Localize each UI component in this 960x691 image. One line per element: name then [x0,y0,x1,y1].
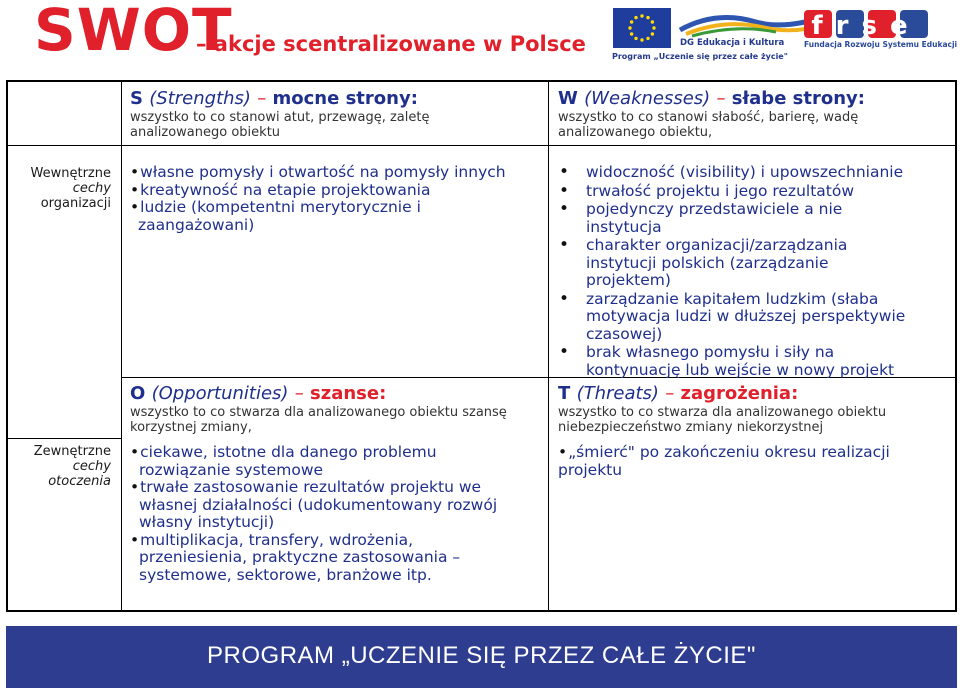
footer-text: PROGRAM „UCZENIE SIĘ PRZEZ CAŁE ŻYCIE" [207,642,756,669]
list-item: • widoczność (visibility) i upowszechnianie [556,164,946,182]
weaknesses-label: słabe strony: [731,88,865,109]
list-item: •kreatywność na etapie projektowania [130,180,431,199]
eu-star-icon [651,32,654,35]
eu-star-icon [651,20,654,23]
weaknesses-description: wszystko to co stanowi słabość, barierę, wadę analizowanego obiektu, [558,110,859,140]
list-item-text: kreatywność na etapie projektowania [140,180,431,199]
opportunities-term: (Opportunities) [151,383,289,404]
threats-dash: – [665,383,675,404]
strengths-header [130,88,535,140]
weaknesses-list [556,164,946,380]
eu-star-icon [652,26,655,29]
list-item: •ludzie (kompetentni merytorycznie i zaangażowani) [130,198,421,234]
threats-letter: T [558,383,571,404]
weaknesses-header [558,88,950,140]
opportunities-dash: – [294,383,304,404]
eu-star-icon [634,37,637,40]
list-item-text: własne pomysły i otwartość na pomysły innych [140,163,506,181]
row-label-line: Wewnętrzne [30,166,111,181]
list-item: •ciekawe, istotne dla danego problemu rozwiązanie systemowe [130,443,437,479]
list-item: • pojedynczy przedstawiciele a nie instytucja [556,201,886,236]
eu-star-icon [630,32,633,35]
slide-title: SWOT [34,0,233,64]
weaknesses-dash: – [716,88,726,109]
threats-list [558,444,938,479]
list-item-text: trwałe zastosowanie rezultatów projektu we własnej działalności (udokumentowany rozwój własny instytucji) [139,478,498,531]
row-label-internal [10,166,111,211]
frse-logo-subtitle: Fundacja Rozwoju Systemu Edukacji [804,40,958,49]
eu-star-icon [640,38,643,41]
list-item-text: ciekawe, istotne dla danego problemu rozwiązanie systemowe [139,443,437,479]
threats-header [558,383,950,435]
eu-star-icon [634,16,637,19]
threats-label: zagrożenia: [680,383,799,404]
list-item: • zarządzanie kapitałem ludzkim (słaba motywacja ludzi w dłuższej perspektywie czasowej) [556,291,934,344]
opportunities-list [130,444,535,584]
eu-star-icon [646,16,649,19]
eu-star-icon [640,14,643,17]
list-item-text: „śmierć" po zakończeniu okresu realizacji projektu [558,443,890,479]
svg-text:frse: frse [811,11,921,41]
opportunities-header [130,383,540,435]
strengths-term: (Strengths) [149,88,251,109]
eu-star-icon [630,20,633,23]
program-logo-text: Program „Uczenie się przez całe życie" [612,52,788,61]
list-item: •multiplikacja, transfery, wdrożenia, przeniesienia, praktyczne zastosowania – systemowe, sektorowe, branżowe itp. [130,530,461,584]
eu-star-icon [628,26,631,29]
eu-flag-logo [613,8,671,48]
row-label-line: cechy [72,459,111,474]
strengths-description: wszystko to co stanowi atut, przewagę, zaletę analizowanego obiektu [130,110,430,140]
dg-logo-text: DG Edukacja i Kultura [680,38,785,48]
list-item: • charakter organizacji/zarządzania instytucji polskich (zarządzanie projektem) [556,237,886,290]
opportunities-description: wszystko to co stwarza dla analizowanego obiektu szansę korzystnej zmiany, [130,405,507,435]
weaknesses-letter: W [558,88,578,109]
list-item-text: ludzie (kompetentni merytorycznie i zaangażowani) [138,198,421,234]
strengths-letter: S [130,88,143,109]
threats-description: wszystko to co stwarza dla analizowanego obiektu niebezpieczeństwo zmiany niekorzystnej [558,405,887,435]
row-label-line: otoczenia [48,474,111,489]
list-item: • brak własnego pomysłu i siły na kontynuację lub wejście w nowy projekt [556,344,926,379]
row-label-line: Zewnętrzne [33,444,111,459]
slide-subtitle: – akcje scentralizowane w Polsce [196,32,586,56]
strengths-label: mocne strony: [272,88,418,109]
footer-banner [6,626,957,688]
strengths-list [130,164,535,234]
list-item: •trwałe zastosowanie rezultatów projektu we własnej działalności (udokumentowany rozwój własny instytucji) [130,478,498,531]
list-item-text: multiplikacja, transfery, wdrożenia, przeniesienia, praktyczne zastosowania – systemowe, sektorowe, branżowe itp. [139,530,461,584]
weaknesses-term: (Weaknesses) [584,88,711,109]
list-item: • trwałość projektu i jego rezultatów [556,183,946,201]
list-item: •„śmierć" po zakończeniu okresu realizacji projektu [558,443,890,479]
threats-term: (Threats) [576,383,659,404]
row-label-line: organizacji [40,196,111,211]
strengths-dash: – [257,88,267,109]
eu-star-icon [646,37,649,40]
opportunities-letter: O [130,383,146,404]
row-label-external [10,444,111,489]
list-item: •własne pomysły i otwartość na pomysły innych [130,163,506,181]
opportunities-label: szanse: [310,383,387,404]
row-label-line: cechy [72,181,111,196]
